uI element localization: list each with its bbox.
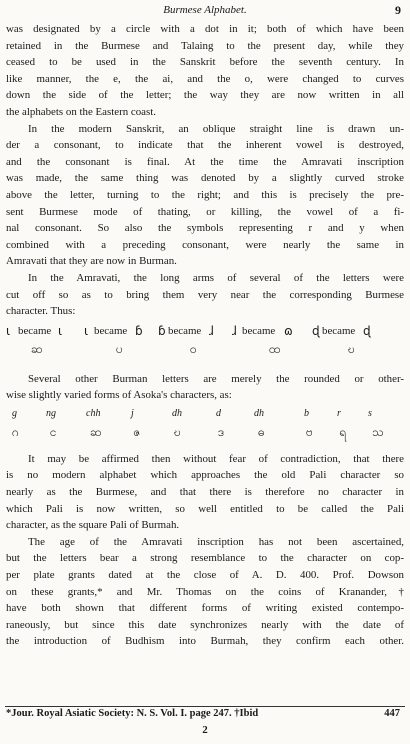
signature-mark: 2 (202, 724, 208, 736)
text-line: character, as the square Pali of Burmah. (6, 519, 180, 532)
footnote-rule (5, 706, 405, 707)
asoka-letter: g (12, 407, 17, 419)
text-line: the alphabets on the Eastern coast. (6, 105, 156, 118)
text-line: per plate grants dated at the close of A. D. 400. Prof. Dowson (6, 569, 404, 582)
amravati-glyph: ɖ (363, 323, 371, 338)
text-line: above the letter, turning to the right; and this is precisely the pre- (6, 188, 404, 201)
amravati-glyph: ɓ (158, 323, 166, 338)
asoka-letter: s (368, 407, 372, 419)
became-word: became (242, 324, 276, 337)
text-line: retained in the Burmese and Talaing to the present day, while they (6, 39, 404, 52)
burmese-glyph: ပ (116, 341, 123, 356)
asoka-letter: r (337, 407, 341, 419)
burmese-glyph: ဆ (90, 424, 102, 439)
text-line: combined with a preceding consonant, were nearly the same in (6, 238, 404, 251)
became-word: became (168, 324, 202, 337)
footnote-text: *Jour. Royal Asiatic Society: N. S. Vol. I. page 247. †Ibid (6, 708, 259, 719)
text-line: ceased to be used in the Sanskrit before the seventh century. In (6, 56, 404, 69)
text-line: The age of the Amravati inscription has not been ascertained, (28, 535, 404, 548)
asoka-burmese-row (6, 424, 404, 442)
amravati-glyph: ɖ (312, 323, 320, 338)
asoka-letter: chh (86, 407, 101, 419)
burmese-glyph: င (50, 424, 57, 439)
text-line: was designated by a circle with a dot in it; both of which have been (6, 23, 404, 35)
amravati-glyph: ɩ (6, 323, 11, 338)
amravati-glyph: ɓ (135, 323, 143, 338)
burmese-glyph: ဎ (348, 341, 355, 356)
burmese-glyph: ဇ (133, 424, 141, 439)
burmese-glyph: ဆ (31, 341, 43, 356)
text-line: Amravati that they are now in Burman. (6, 255, 177, 268)
asoka-letter: j (131, 407, 134, 419)
text-line: character. Thus: (6, 305, 76, 318)
burmese-glyph: ဓ (258, 424, 265, 439)
text-line: wise slightly varied forms of Asoka's characters, as: (6, 389, 232, 402)
burmese-glyph: ဂ (12, 424, 19, 439)
text-line: nal consonant. So also the symbols representing r and y when (6, 222, 404, 235)
became-word: became (18, 324, 52, 337)
text-line: which Pali is now written, so well entitled to be called the Pali (6, 502, 404, 515)
page-body (6, 21, 404, 650)
asoka-letter: d (216, 407, 221, 419)
burmese-glyph: ထ (269, 341, 281, 356)
burmese-glyph: ဎ (174, 424, 181, 439)
burmese-glyph: သ (372, 424, 384, 439)
amravati-glyph: ɩ (58, 323, 63, 338)
text-line: In the modern Sanskrit, an oblique straight line is drawn un- (28, 122, 404, 135)
amravati-glyph: ɷ (284, 323, 293, 338)
text-line: and the consonant is final. At the time the Amravati inscription (6, 155, 404, 168)
text-line: is no modern alphabet which approaches the old Pali character so (6, 469, 404, 482)
footnote-page-ref: 447 (384, 708, 400, 719)
footnote (6, 708, 404, 719)
asoka-letter: dh (254, 407, 264, 419)
burmese-glyph: ဒ (218, 424, 225, 439)
asoka-letter: ng (46, 407, 56, 419)
asoka-letter: b (304, 407, 309, 419)
text-line: cut off so as to bring them very near the corresponding Burmese (6, 288, 404, 301)
became-word: became (322, 324, 356, 337)
burmese-glyph: ရ (339, 424, 346, 439)
became-row (6, 323, 404, 341)
page-number: 9 (395, 3, 401, 17)
asoka-row (6, 406, 404, 424)
amravati-glyph: ɩ (84, 323, 89, 338)
amravati-glyph: ɺ (232, 323, 237, 338)
burmese-row (6, 341, 404, 359)
text-line: raneously, but since this date synchronizes nearly with the date of (6, 618, 404, 631)
text-line: on these grants,* and Mr. Thomas on the coins of Kranander,† (6, 585, 404, 598)
text-line: have both shown that different forms of writing existed contempo- (6, 602, 404, 615)
burmese-glyph: ဗ (306, 424, 313, 439)
burmese-glyph: ဝ (190, 341, 197, 356)
text-line: der a consonant, to indicate that the inherent vowel is destroyed, (6, 139, 404, 152)
text-line: but the letters bear a strong resemblance to the character on cop- (6, 552, 404, 565)
text-line: Several other Burman letters are merely the rounded or other- (28, 372, 404, 385)
amravati-glyph: ɺ (209, 323, 214, 338)
text-line: the introduction of Budhism into Burmah, they confirm each other. (6, 635, 404, 648)
running-title: Burmese Alphabet. (163, 4, 247, 16)
asoka-letter: dh (172, 407, 182, 419)
text-line: It may be affirmed then without fear of contradiction, that there (28, 452, 404, 465)
text-line: In the Amravati, the long arms of several of the letters were (28, 271, 404, 284)
text-line: sent Burmese mode of thating, or killing, the vowel of a fi- (6, 205, 404, 218)
text-line: down the side of the letter; the way they are now written in all (6, 89, 404, 102)
text-line: like manner, the e, the ai, and the o, were changed to curves (6, 72, 404, 85)
became-word: became (94, 324, 128, 337)
text-line: nearly as the Burmese, and that there is therefore no character in (6, 486, 404, 499)
text-line: was made, the same thing was denoted by a slightly curved stroke (6, 172, 404, 185)
